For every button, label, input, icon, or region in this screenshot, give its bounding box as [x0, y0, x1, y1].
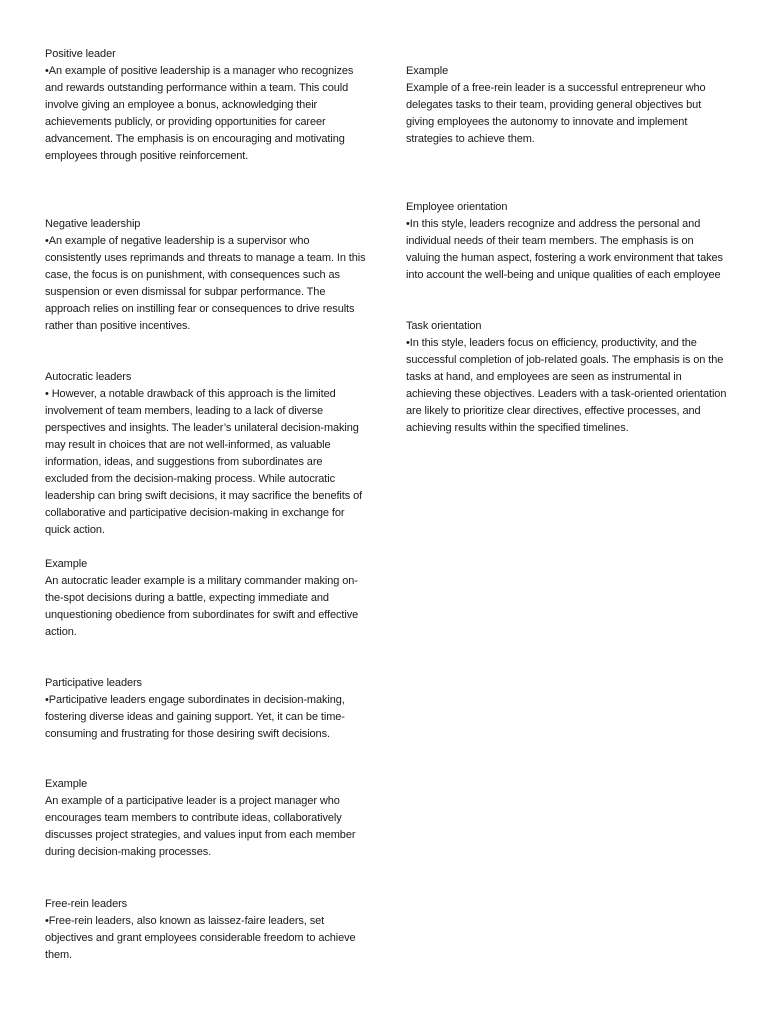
section-participative-example	[45, 776, 367, 861]
section-employee-orientation	[406, 199, 728, 284]
section-heading: Example	[406, 65, 449, 77]
section-heading: Positive leader	[45, 48, 116, 60]
section-body: An example of a participative leader is a project manager who encourages team members to contribute ideas, collaboratively discusses project strategies, and values input from each member during decision-making processes.	[45, 795, 356, 858]
section-heading: Task orientation	[406, 320, 482, 332]
section-negative-leadership	[45, 216, 367, 335]
section-body: •Free-rein leaders, also known as laissez-faire leaders, set objectives and grant employees considerable freedom to achieve them.	[45, 915, 356, 961]
section-free-rein-example	[406, 63, 728, 148]
section-body: • However, a notable drawback of this approach is the limited involvement of team members, leading to a lack of diverse perspectives and insights. The leader’s unilateral decision-making may result in choices that are not well-informed, as valuable information, ideas, and suggestions from subordinates are excluded from the decision-making process. While autocratic leadership can bring swift decisions, it may sacrifice the benefits of collaborative and participative decision-making in exchange for quick action.	[45, 388, 363, 536]
section-heading: Autocratic leaders	[45, 371, 132, 383]
section-heading: Negative leadership	[45, 218, 141, 230]
section-autocratic-leaders	[45, 369, 367, 539]
section-heading: Free-rein leaders	[45, 898, 128, 910]
section-body: •In this style, leaders recognize and address the personal and individual needs of their team members. The emphasis is on valuing the human aspect, fostering a work environment that takes into account the well-being and unique qualities of each employee	[406, 218, 723, 281]
section-heading: Employee orientation	[406, 201, 508, 213]
section-body: •In this style, leaders focus on efficiency, productivity, and the successful completion of job-related goals. The emphasis is on the tasks at hand, and employees are seen as instrumental in achieving these objectives. Leaders with a task-oriented orientation are likely to prioritize clear directives, effective processes, and achieving results within the specified timelines.	[406, 337, 727, 434]
section-body: •An example of negative leadership is a supervisor who consistently uses reprimands and threats to manage a team. In this case, the focus is on punishment, with consequences such as suspension or even dismissal for subpar performance. The approach relies on instilling fear or consequences to drive results rather than positive incentives.	[45, 235, 366, 332]
section-heading: Example	[45, 778, 88, 790]
section-free-rein-leaders	[45, 896, 367, 964]
section-body: An autocratic leader example is a military commander making on-the-spot decisions during a battle, expecting immediate and unquestioning obedience from subordinates for swift and effective action.	[45, 575, 359, 638]
section-positive-leader	[45, 46, 367, 165]
section-body: •Participative leaders engage subordinates in decision-making, fostering diverse ideas and gaining support. Yet, it can be time-consuming and frustrating for those desiring swift decisions.	[45, 694, 345, 740]
section-heading: Example	[45, 558, 88, 570]
section-task-orientation	[406, 318, 728, 437]
section-participative-leaders	[45, 675, 367, 743]
section-body: Example of a free-rein leader is a successful entrepreneur who delegates tasks to their team, providing general objectives but giving employees the autonomy to innovate and implement strategies to achieve them.	[406, 82, 706, 145]
section-heading: Participative leaders	[45, 677, 142, 689]
section-autocratic-example	[45, 556, 367, 641]
section-body: •An example of positive leadership is a manager who recognizes and rewards outstanding performance within a team. This could involve giving an employee a bonus, acknowledging their achievements publicly, or providing opportunities for career advancement. The emphasis is on encouraging and motivating employees through positive reinforcement.	[45, 65, 354, 162]
